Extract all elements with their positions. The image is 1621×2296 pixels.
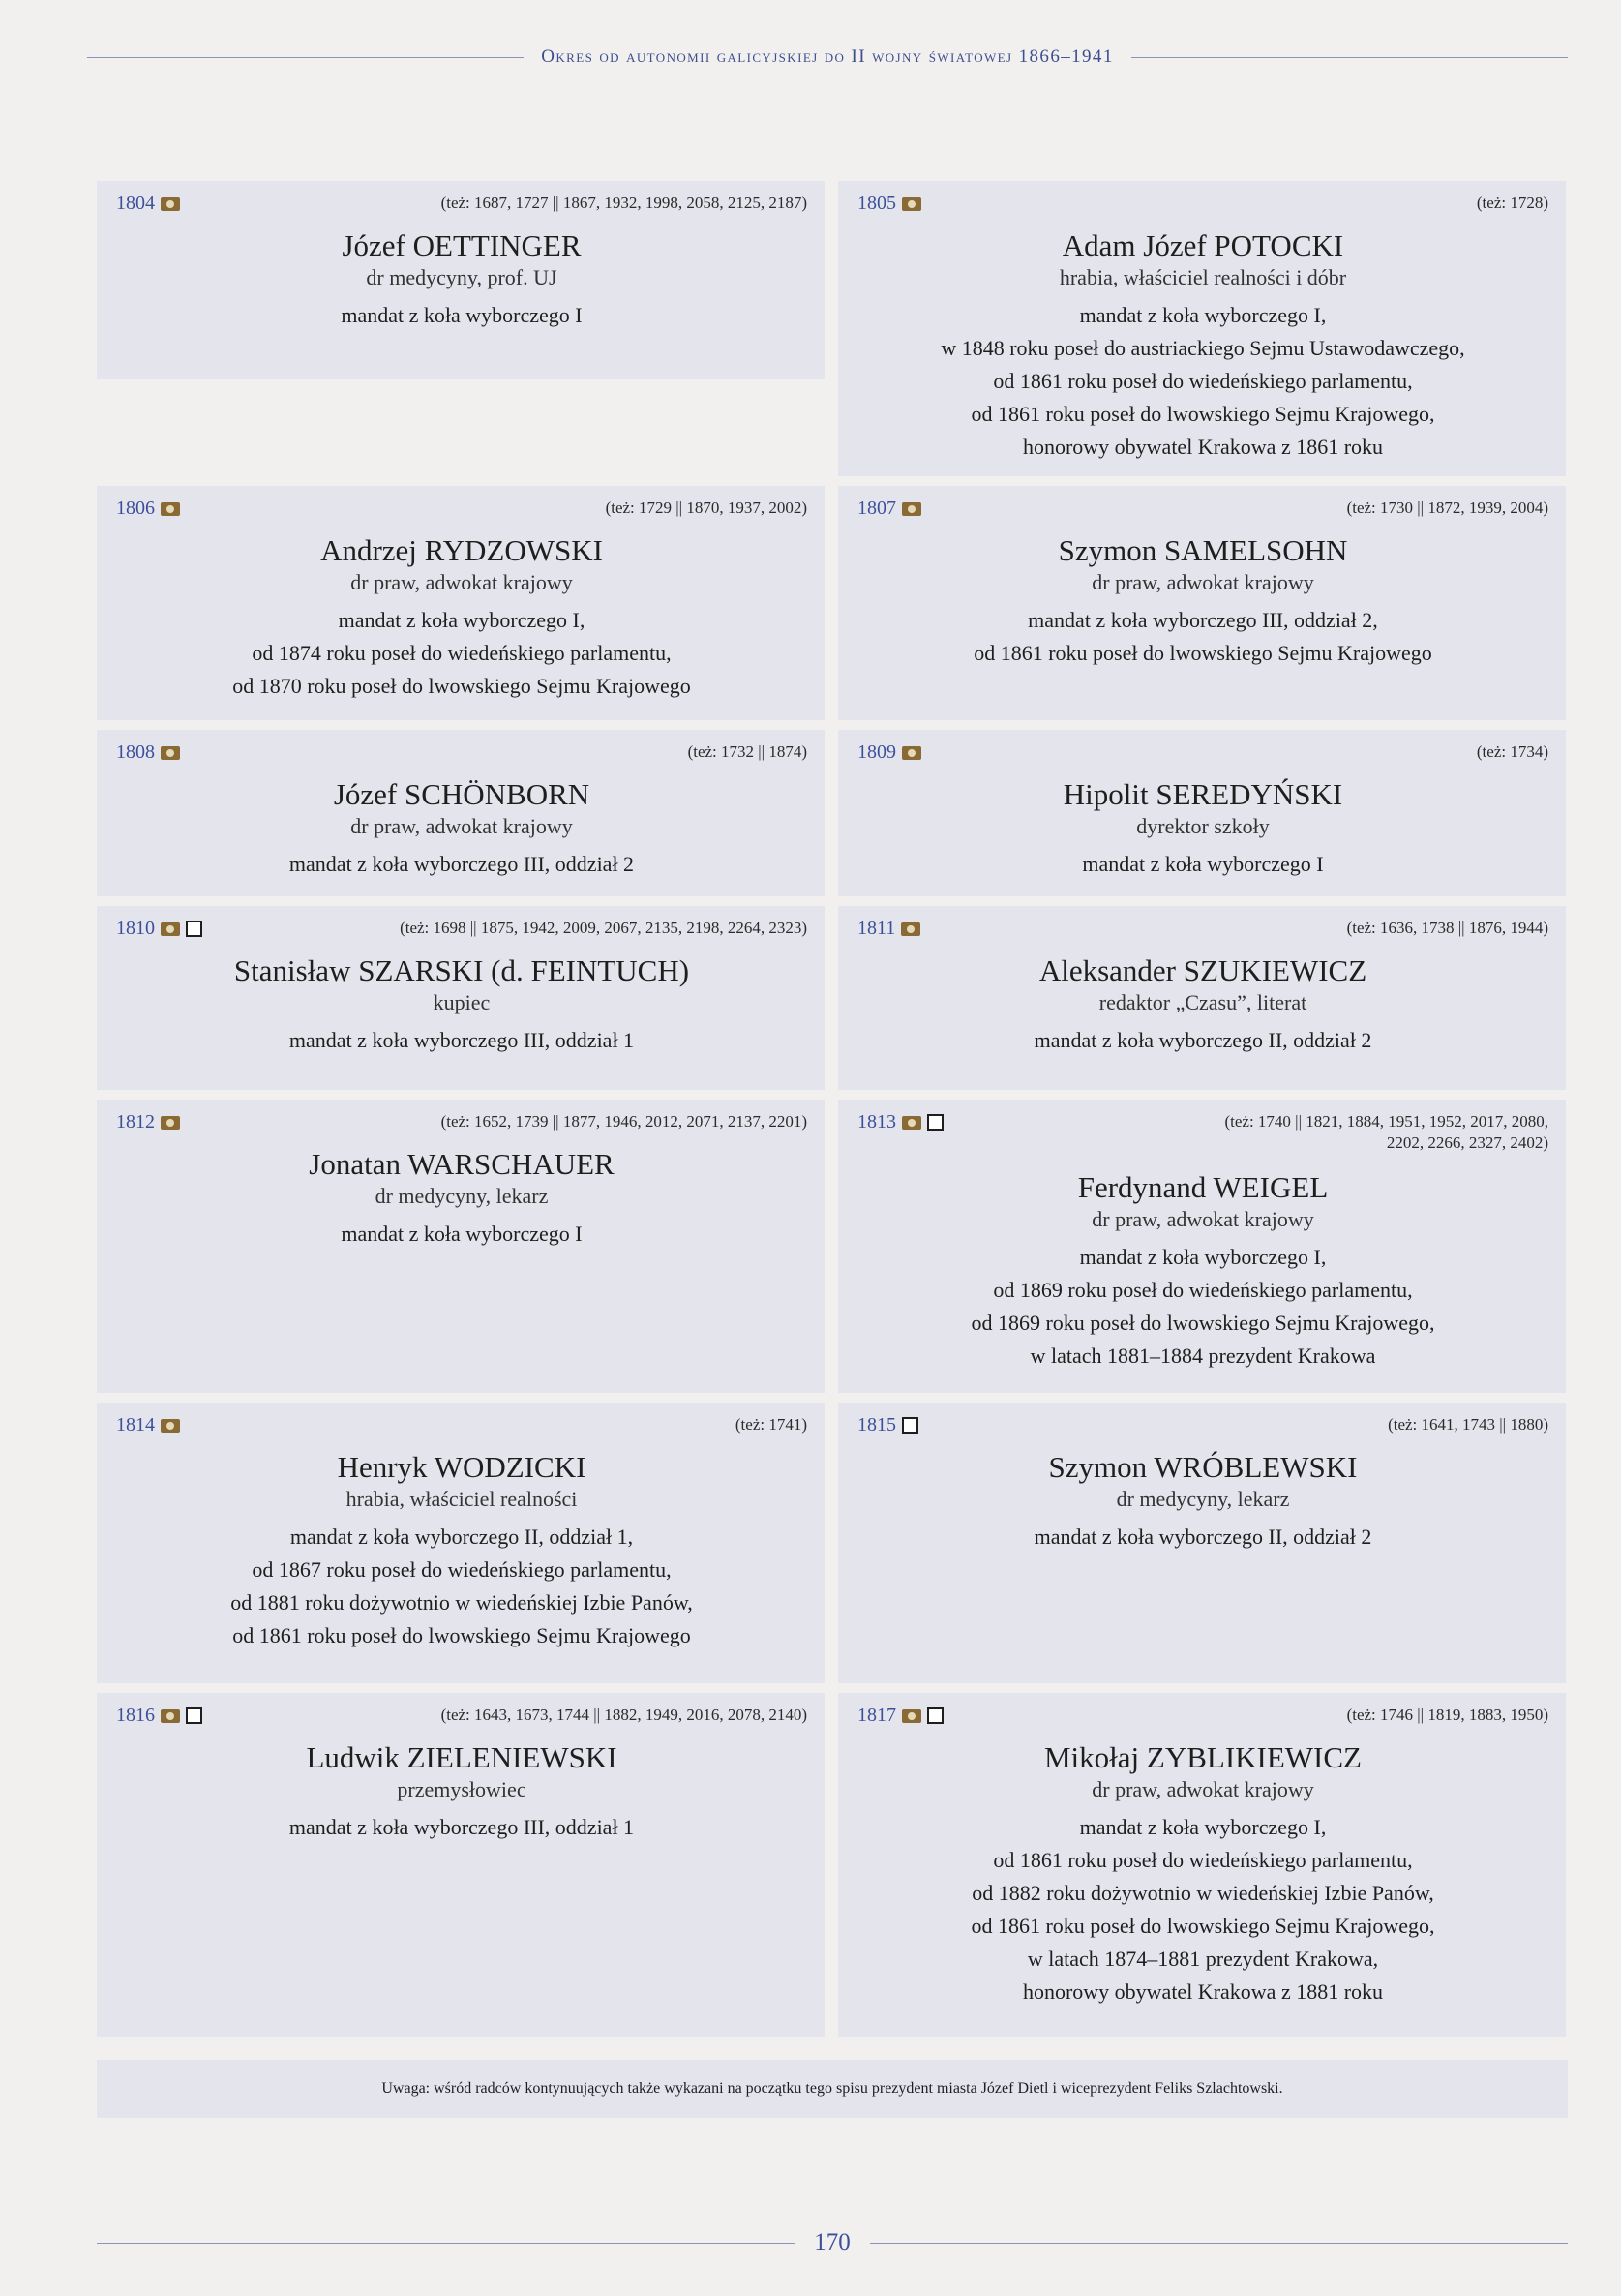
photo-icon — [161, 922, 180, 936]
photo-icon — [902, 1709, 921, 1723]
entry-name: Józef OETTINGER — [342, 228, 582, 262]
entry-card — [838, 1693, 1566, 2037]
header-rule-right — [1131, 57, 1568, 58]
header-title: Okres od autonomii galicyjskiej do II wojny światowej 1866–1941 — [541, 46, 1114, 67]
entry-role: dr medycyny, lekarz — [375, 1184, 549, 1208]
entry-line: mandat z koła wyborczego I, — [338, 608, 585, 632]
entry-name: Andrzej RYDZOWSKI — [320, 533, 603, 567]
entry-card — [838, 181, 1566, 476]
entry-refs: (też: 1698 || 1875, 1942, 2009, 2067, 2135, 2198, 2264, 2323) — [400, 919, 807, 937]
entry-name: Szymon WRÓBLEWSKI — [1048, 1450, 1358, 1484]
footer-rule-right — [870, 2243, 1568, 2244]
entry-card — [838, 486, 1566, 720]
entry-line: w latach 1874–1881 prezydent Krakowa, — [1027, 1947, 1379, 1971]
entry-role: dr praw, adwokat krajowy — [1092, 1777, 1314, 1801]
entry-name: Mikołaj ZYBLIKIEWICZ — [1043, 1740, 1362, 1774]
square-marker-icon — [927, 1114, 944, 1131]
photo-icon — [161, 1116, 180, 1130]
entry-line: mandat z koła wyborczego III, oddział 1 — [288, 1815, 635, 1839]
entry-role: hrabia, właściciel realności — [345, 1487, 578, 1511]
entry-line: mandat z koła wyborczego II, oddział 2 — [1034, 1525, 1372, 1549]
entry-card — [97, 1403, 825, 1683]
photo-icon — [161, 1419, 180, 1433]
entry-line: mandat z koła wyborczego II, oddział 1, — [289, 1525, 634, 1549]
entry-line: od 1867 roku poseł do wiedeńskiego parlamentu, — [252, 1557, 672, 1582]
entry-refs: (też: 1641, 1743 || 1880) — [1388, 1415, 1548, 1434]
entry-line: mandat z koła wyborczego II, oddział 2 — [1034, 1028, 1372, 1052]
entry-line: od 1882 roku dożywotnio w wiedeńskiej Izbie Panów, — [972, 1881, 1434, 1905]
entry-card — [97, 730, 825, 896]
entry-role: hrabia, właściciel realności i dóbr — [1059, 265, 1347, 289]
square-marker-icon — [186, 921, 202, 937]
entry-line: mandat z koła wyborczego III, oddział 1 — [288, 1028, 635, 1052]
entry-number: 1805 — [857, 193, 921, 215]
photo-icon — [902, 502, 921, 516]
entry-line: mandat z koła wyborczego III, oddział 2 — [288, 852, 635, 876]
entry-refs: (też: 1728) — [1476, 194, 1548, 212]
entry-number: 1810 — [116, 918, 202, 940]
entry-refs: (też: 1687, 1727 || 1867, 1932, 1998, 2058, 2125, 2187) — [440, 194, 807, 212]
entry-refs: (też: 1746 || 1819, 1883, 1950) — [1346, 1706, 1548, 1724]
entry-number: 1815 — [857, 1414, 918, 1436]
page-number: 170 — [814, 2229, 851, 2255]
entry-refs: (też: 1741) — [735, 1415, 807, 1434]
photo-icon — [161, 502, 180, 516]
entry-refs: (też: 1732 || 1874) — [687, 742, 807, 761]
footer-rule-left — [97, 2243, 795, 2244]
entry-name: Szymon SAMELSOHN — [1058, 533, 1348, 567]
entry-line: od 1861 roku poseł do lwowskiego Sejmu Krajowego, — [971, 402, 1435, 426]
entry-number: 1817 — [857, 1705, 944, 1727]
square-marker-icon — [902, 1417, 918, 1434]
entry-card — [97, 906, 825, 1090]
photo-icon — [161, 197, 180, 211]
entry-card — [97, 1693, 825, 2037]
entry-line: od 1861 roku poseł do wiedeńskiego parlamentu, — [993, 369, 1413, 393]
entry-role: przemysłowiec — [397, 1777, 526, 1801]
entry-role: dr medycyny, prof. UJ — [366, 265, 557, 289]
entry-role: dr praw, adwokat krajowy — [1092, 570, 1314, 594]
photo-icon — [902, 746, 921, 760]
header-rule-left — [87, 57, 524, 58]
square-marker-icon — [927, 1707, 944, 1724]
entry-refs: (też: 1734) — [1476, 742, 1548, 761]
entry-line: od 1861 roku poseł do lwowskiego Sejmu Krajowego — [974, 641, 1432, 665]
photo-icon — [902, 1116, 921, 1130]
entry-line: od 1870 roku poseł do lwowskiego Sejmu Krajowego — [232, 674, 691, 698]
entry-number: 1812 — [116, 1111, 180, 1133]
entry-refs: (też: 1729 || 1870, 1937, 2002) — [605, 498, 807, 517]
footnote: Uwaga: wśród radców kontynuujących także wykazani na początku tego spisu prezydent miasta Józef Dietl i wiceprezydent Feliks Szlachtowski. — [97, 2060, 1568, 2118]
entry-role: dr praw, adwokat krajowy — [1092, 1207, 1314, 1231]
entry-number: 1808 — [116, 741, 180, 764]
entry-name: Ludwik ZIELENIEWSKI — [306, 1740, 617, 1774]
photo-icon — [161, 1709, 180, 1723]
entry-line: od 1869 roku poseł do lwowskiego Sejmu Krajowego, — [971, 1311, 1435, 1335]
entry-line: mandat z koła wyborczego I — [341, 303, 583, 327]
entry-number: 1809 — [857, 741, 921, 764]
entry-line: mandat z koła wyborczego I — [341, 1222, 583, 1246]
entry-line: od 1861 roku poseł do lwowskiego Sejmu Krajowego — [232, 1623, 691, 1647]
entry-line: od 1869 roku poseł do wiedeńskiego parlamentu, — [993, 1278, 1413, 1302]
entry-refs: (też: 1636, 1738 || 1876, 1944) — [1346, 919, 1548, 937]
entry-line: mandat z koła wyborczego I, — [1079, 1815, 1327, 1839]
page-footer — [97, 2226, 1568, 2259]
entry-line: od 1874 roku poseł do wiedeńskiego parlamentu, — [252, 641, 672, 665]
entry-role: dr medycyny, lekarz — [1116, 1487, 1290, 1511]
entry-card — [838, 730, 1566, 896]
entry-line: od 1861 roku poseł do wiedeńskiego parlamentu, — [993, 1848, 1413, 1872]
entries-grid — [97, 181, 1568, 2037]
entry-role: kupiec — [433, 990, 491, 1014]
entry-card — [838, 1403, 1566, 1683]
entry-line: od 1881 roku dożywotnio w wiedeńskiej Izbie Panów, — [230, 1590, 693, 1615]
entry-line: mandat z koła wyborczego III, oddział 2, — [1028, 608, 1378, 632]
photo-icon — [902, 197, 921, 211]
entry-line: w latach 1881–1884 prezydent Krakowa — [1030, 1344, 1376, 1368]
entry-line: mandat z koła wyborczego I, — [1079, 303, 1327, 327]
entry-refs: (też: 1740 || 1821, 1884, 1951, 1952, 2017, 2080, 2202, 2266, 2327, 2402) — [1224, 1112, 1548, 1152]
entry-name: Józef SCHÖNBORN — [333, 777, 590, 811]
entry-number: 1811 — [857, 918, 920, 940]
entry-name: Jonatan WARSCHAUER — [309, 1147, 615, 1181]
entry-name: Henryk WODZICKI — [337, 1450, 586, 1484]
entry-card — [97, 1100, 825, 1393]
entry-line: mandat z koła wyborczego I, — [1079, 1245, 1327, 1269]
square-marker-icon — [186, 1707, 202, 1724]
entry-card — [838, 906, 1566, 1090]
entry-number: 1806 — [116, 498, 180, 520]
entry-refs: (też: 1652, 1739 || 1877, 1946, 2012, 2071, 2137, 2201) — [440, 1112, 807, 1131]
entry-number: 1816 — [116, 1705, 202, 1727]
entry-card — [838, 1100, 1566, 1393]
entry-line: honorowy obywatel Krakowa z 1881 roku — [1022, 1979, 1384, 2004]
entry-name: Aleksander SZUKIEWICZ — [1038, 953, 1367, 987]
entry-role: dr praw, adwokat krajowy — [350, 570, 573, 594]
entry-line: od 1861 roku poseł do lwowskiego Sejmu Krajowego, — [971, 1914, 1435, 1938]
entry-name: Adam Józef POTOCKI — [1062, 228, 1344, 262]
entry-name: Ferdynand WEIGEL — [1077, 1170, 1329, 1204]
entry-number: 1814 — [116, 1414, 180, 1436]
entry-role: dr praw, adwokat krajowy — [350, 814, 573, 838]
entry-line: honorowy obywatel Krakowa z 1861 roku — [1022, 435, 1384, 459]
entry-number: 1804 — [116, 193, 180, 215]
entry-card — [97, 486, 825, 720]
entry-role: redaktor „Czasu”, literat — [1098, 990, 1307, 1014]
entry-number: 1813 — [857, 1111, 944, 1133]
entry-refs: (też: 1643, 1673, 1744 || 1882, 1949, 2016, 2078, 2140) — [440, 1706, 807, 1724]
photo-icon — [161, 746, 180, 760]
entry-name: Hipolit SEREDYŃSKI — [1063, 777, 1343, 811]
entry-refs: (też: 1730 || 1872, 1939, 2004) — [1346, 498, 1548, 517]
entry-line: mandat z koła wyborczego I — [1082, 852, 1324, 876]
entry-role: dyrektor szkoły — [1136, 814, 1270, 838]
running-header — [87, 41, 1568, 74]
entry-card — [97, 181, 825, 379]
entry-name: Stanisław SZARSKI (d. FEINTUCH) — [233, 953, 690, 987]
entry-line: w 1848 roku poseł do austriackiego Sejmu Ustawodawczego, — [941, 336, 1465, 360]
entry-number: 1807 — [857, 498, 921, 520]
photo-icon — [901, 922, 920, 936]
